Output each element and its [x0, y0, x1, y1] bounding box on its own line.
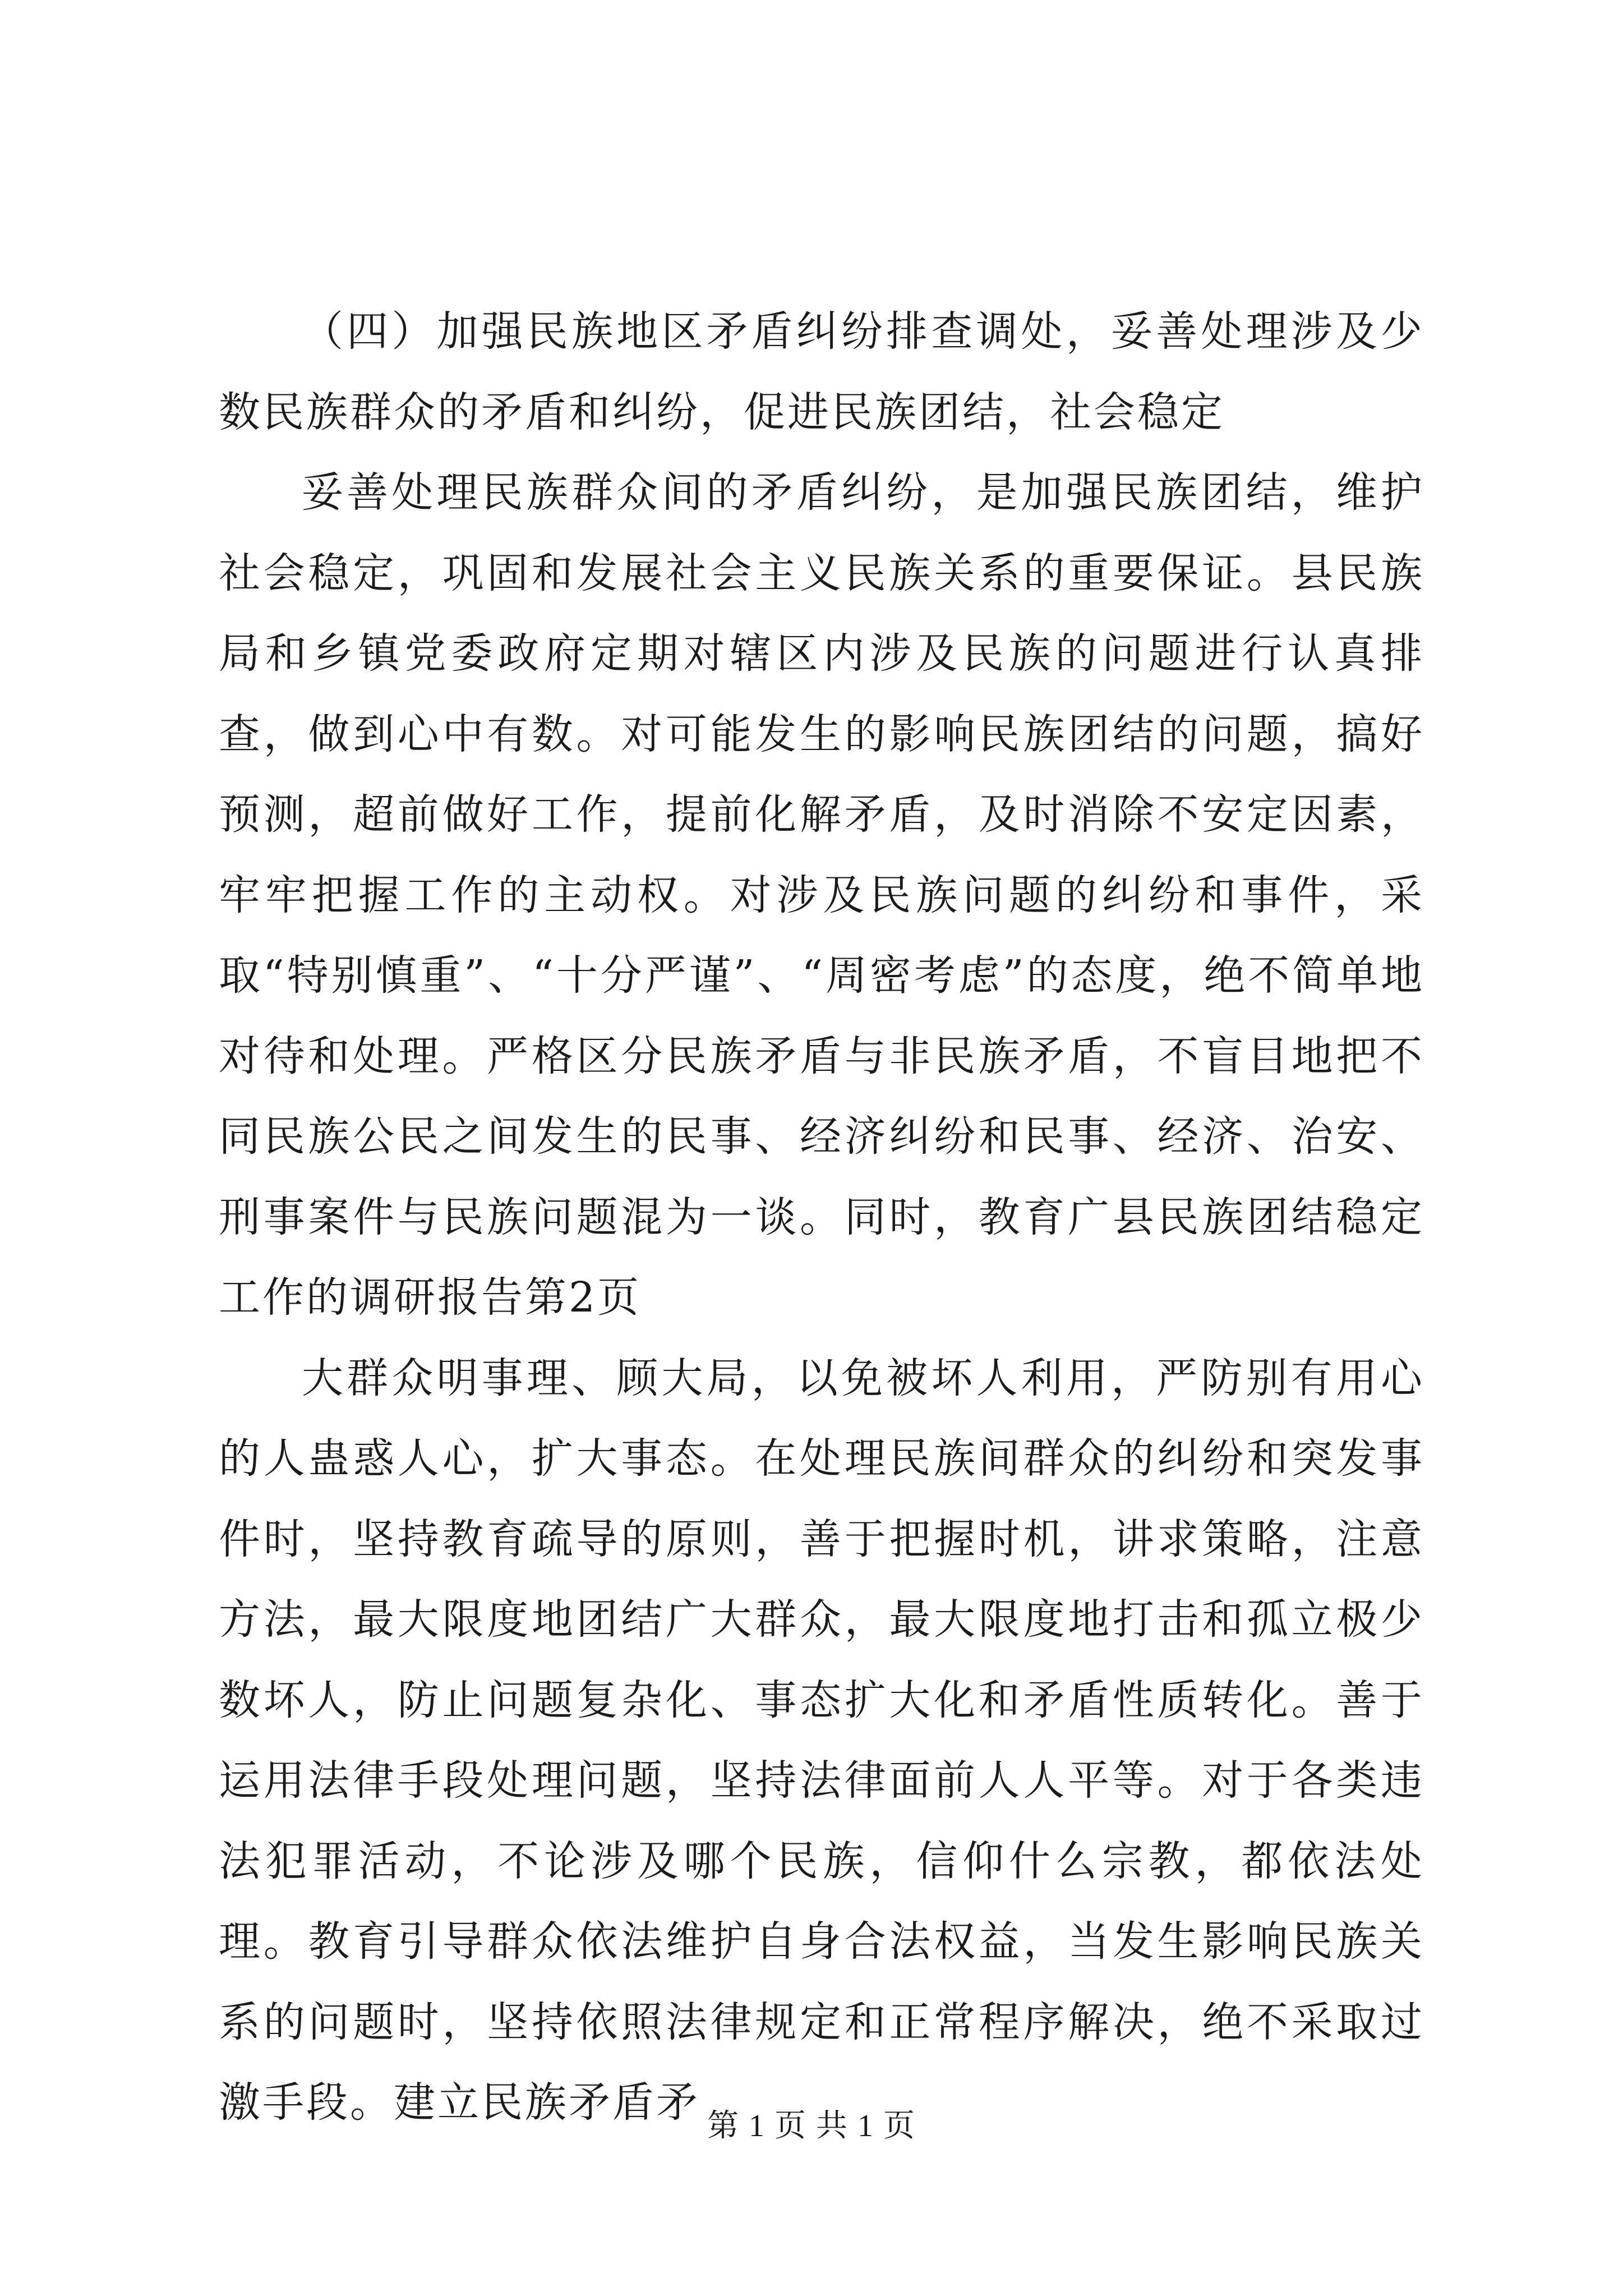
body-paragraph-1: 妥善处理民族群众间的矛盾纠纷，是加强民族团结，维护社会稳定，巩固和发展社会主义民族关系的重要保证。县民族局和乡镇党委政府定期对辖区内涉及民族的问题进行认真排查，做到心中有数。对可能发生的影响民族团结的问题，搞好预测，超前做好工作，提前化解矛盾，及时消除不安定因素，牢牢把握工作的主动权。对涉及民族问题的纠纷和事件，采取“特别慎重”、“十分严谨”、“周密考虑”的态度，绝不简单地对待和处理。严格区分民族矛盾与非民族矛盾，不盲目地把不同民族公民之间发生的民事、经济纠纷和民事、经济、治安、刑事案件与民族问题混为一谈。同时，教育广县民族团结稳定工作的调研报告第2页: [219, 468, 1424, 1322]
document-body: [219, 292, 1424, 2143]
page-footer: 第 1 页 共 1 页: [707, 2109, 916, 2143]
section-heading: （四）加强民族地区矛盾纠纷排查调处，妥善处理涉及少数民族群众的矛盾和纠纷，促进民族团结，社会稳定: [219, 307, 1424, 436]
body-paragraph-2: 大群众明事理、顾大局，以免被坏人利用，严防别有用心的人蛊惑人心，扩大事态。在处理民族间群众的纠纷和突发事件时，坚持教育疏导的原则，善于把握时机，讲求策略，注意方法，最大限度地团结广大群众，最大限度地打击和孤立极少数坏人，防止问题复杂化、事态扩大化和矛盾性质转化。善于运用法律手段处理问题，坚持法律面前人人平等。对于各类违法犯罪活动，不论涉及哪个民族，信仰什么宗教，都依法处理。教育引导群众依法维护自身合法权益，当发生影响民族关系的问题时，坚持依照法律规定和正常程序解决，绝不采取过激手段。建立民族矛盾矛: [219, 1354, 1424, 2127]
